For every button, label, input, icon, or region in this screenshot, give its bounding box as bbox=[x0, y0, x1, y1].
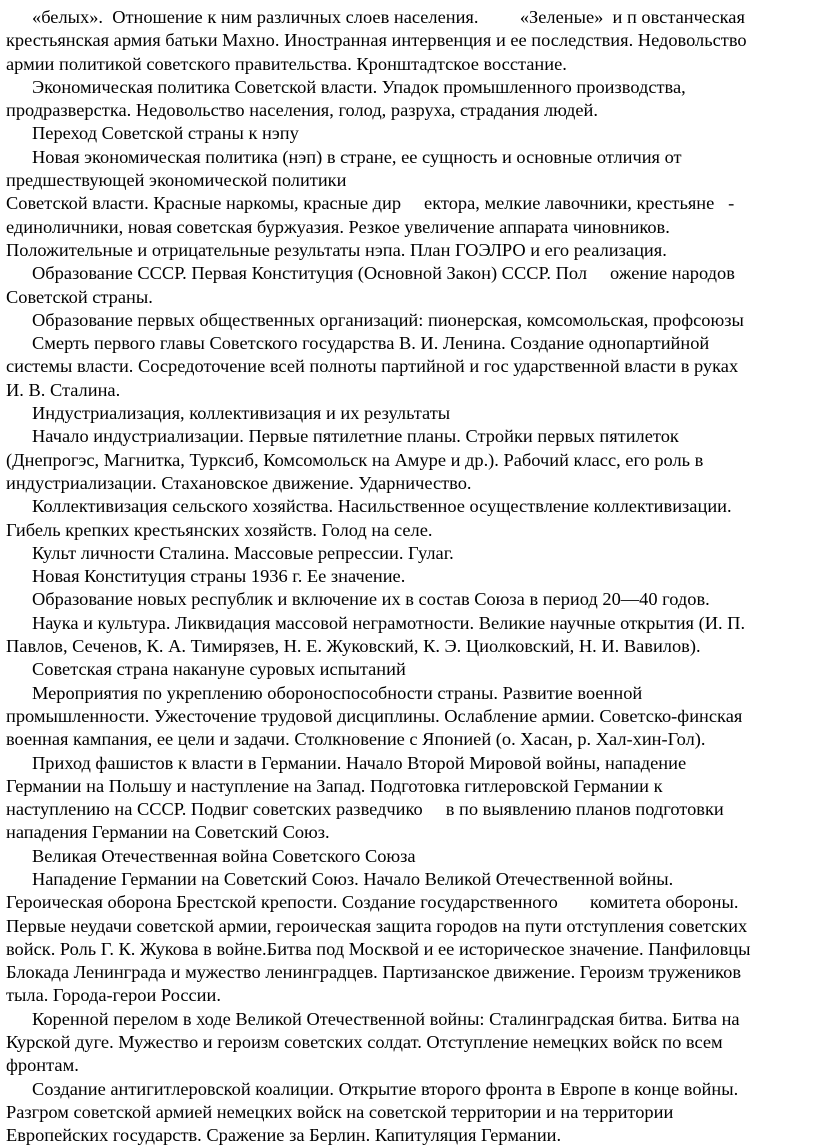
text-line: Советская страна накануне суровых испытаний bbox=[32, 659, 406, 680]
text-line: Образование СССР. Первая Конституция (Основной Закон) СССР. Пол ожение народов bbox=[32, 263, 735, 284]
text-line: Великая Отечественная война Советского Союза bbox=[32, 845, 416, 866]
text-line: войск. Роль Г. К. Жукова в войне.Битва под Москвой и ее историческое значение. Панфиловцы bbox=[6, 938, 751, 959]
text-line: Коллективизация сельского хозяйства. Насильственное осуществление коллективизации. bbox=[32, 496, 732, 517]
text-line: промышленности. Ужесточение трудовой дисциплины. Ослабление армии. Советско-финская bbox=[6, 705, 743, 726]
text-line: Экономическая политика Советской власти. Упадок промышленного производства, bbox=[32, 76, 686, 97]
text-line: Разгром советской армией немецких войск на советской территории и на территории bbox=[6, 1101, 674, 1122]
text-line: Советской власти. Красные наркомы, красные дир ектора, мелкие лавочники, крестьяне - bbox=[6, 193, 735, 214]
text-line: И. В. Сталина. bbox=[6, 379, 121, 400]
text-line: фронтам. bbox=[6, 1055, 79, 1076]
text-line: «белых». Отношение к ним различных слоев населения. «Зеленые» и п овстанческая bbox=[32, 7, 745, 27]
text-line: Переход Советской страны к нэпу bbox=[32, 123, 299, 144]
text-line: Культ личности Сталина. Массовые репрессии. Гулаг. bbox=[32, 542, 454, 563]
text-line: Приход фашистов к власти в Германии. Начало Второй Мировой войны, нападение bbox=[32, 752, 687, 773]
text-line: Создание антигитлеровской коалиции. Открытие второго фронта в Европе в конце войны. bbox=[32, 1078, 739, 1099]
text-line: Коренной перелом в ходе Великой Отечественной войны: Сталинградская битва. Битва на bbox=[32, 1008, 740, 1029]
text-line: Блокада Ленинграда и мужество ленинградцев. Партизанское движение. Героизм тружеников bbox=[6, 962, 742, 983]
text-line: Нападение Германии на Советский Союз. Начало Великой Отечественной войны. bbox=[32, 868, 674, 889]
text-line: Героическая оборона Брестской крепости. Создание государственного комитета обороны. bbox=[6, 892, 739, 913]
text-line: единоличники, новая советская буржуазия. Резкое увеличение аппарата чиновников. bbox=[6, 216, 670, 237]
text-line: тыла. Города-герои России. bbox=[6, 985, 221, 1006]
text-line: нападения Германии на Советский Союз. bbox=[6, 822, 330, 843]
text-line: военная кампания, ее цели и задачи. Столкновение с Японией (о. Хасан, р. Хал-хин-Гол). bbox=[6, 729, 706, 750]
text-line: Советской страны. bbox=[6, 286, 153, 307]
text-line: Европейских государств. Сражение за Берлин. Капитуляция Германии. bbox=[6, 1125, 562, 1146]
text-line: системы власти. Сосредоточение всей полноты партийной и гос ударственной власти в руках bbox=[6, 356, 739, 377]
text-line: индустриализации. Стахановское движение. Ударничество. bbox=[6, 472, 472, 493]
text-line: Наука и культура. Ликвидация массовой неграмотности. Великие научные открытия (И. П. bbox=[32, 612, 746, 633]
text-line: Павлов, Сеченов, К. А. Тимирязев, Н. Е. Жуковский, К. Э. Циолковский, Н. И. Вавилов). bbox=[6, 636, 701, 657]
text-line: Курской дуге. Мужество и героизм советских солдат. Отступление немецких войск по всем bbox=[6, 1032, 723, 1053]
text-line: армии политикой советского правительства. Кронштадтское восстание. bbox=[6, 53, 567, 74]
text-line: Гибель крепких крестьянских хозяйств. Голод на селе. bbox=[6, 519, 433, 540]
text-line: Мероприятия по укреплению обороноспособности страны. Развитие военной bbox=[32, 682, 643, 703]
text-line: Новая Конституция страны 1936 г. Ее значение. bbox=[32, 566, 406, 587]
text-line: Положительные и отрицательные результаты нэпа. План ГОЭЛРО и его реализация. bbox=[6, 239, 667, 260]
text-line: продразверстка. Недовольство населения, голод, разруха, страдания людей. bbox=[6, 100, 598, 121]
text-line: Начало индустриализации. Первые пятилетние планы. Стройки первых пятилеток bbox=[32, 426, 679, 447]
text-line: крестьянская армия батьки Махно. Иностранная интервенция и ее последствия. Недовольство bbox=[6, 30, 747, 51]
text-line: Смерть первого главы Советского государства В. И. Ленина. Создание однопартийной bbox=[32, 333, 710, 354]
text-line: Германии на Польшу и наступление на Запад. Подготовка гитлеровской Германии к bbox=[6, 775, 663, 796]
text-line: (Днепрогэс, Магнитка, Турксиб, Комсомольск на Амуре и др.). Рабочий класс, его роль в bbox=[6, 449, 704, 470]
document-body bbox=[6, 6, 816, 1147]
text-line: Первые неудачи советской армии, героическая защита городов на пути отступления советских bbox=[6, 915, 748, 936]
text-line: Индустриализация, коллективизация и их результаты bbox=[32, 403, 451, 424]
text-line: Образование первых общественных организаций: пионерская, комсомольская, профсоюзы bbox=[32, 309, 744, 330]
text-line: наступлению на СССР. Подвиг советских разведчико в по выявлению планов подготовки bbox=[6, 799, 724, 820]
text-line: предшествующей экономической политики bbox=[6, 170, 347, 191]
text-line: Образование новых республик и включение их в состав Союза в период 20—40 годов. bbox=[32, 589, 710, 610]
text-line: Новая экономическая политика (нэп) в стране, ее сущность и основные отличия от bbox=[32, 146, 682, 167]
